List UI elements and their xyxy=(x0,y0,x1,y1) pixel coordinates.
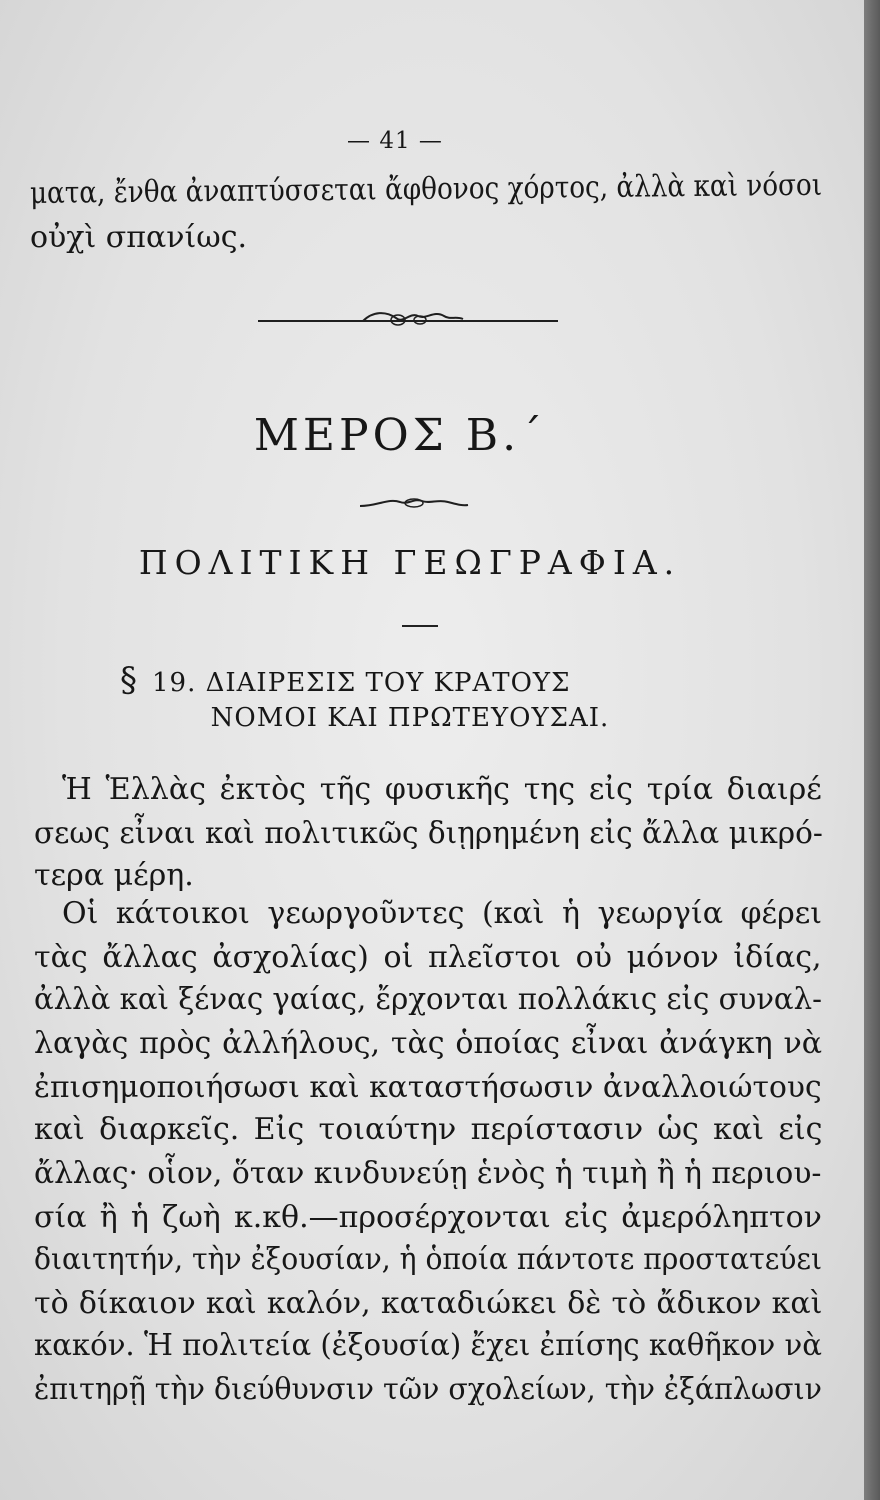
section-heading xyxy=(120,660,570,700)
body-line: ἄλλας· οἷον, ὅταν κινδυνεύῃ ἑνὸς ἡ τιμὴ ἢ ἡ περιου- xyxy=(34,1156,822,1191)
body-line: λαγὰς πρὸς ἀλλήλους, τὰς ὁποίας εἶναι ἀνάγκη νὰ xyxy=(34,1026,822,1061)
intro-line: ματα, ἔνθα ἀναπτύσσεται ἄφθονος χόρτος, ἀλλὰ καὶ νόσοι xyxy=(29,167,823,211)
small-flourish xyxy=(358,494,470,514)
body-line: Οἱ κάτοικοι γεωργοῦντες (καὶ ἡ γεωργία φέρει xyxy=(62,896,823,931)
body-line: διαιτητήν, τὴν ἐξουσίαν, ἡ ὁποία πάντοτε προστατεύει xyxy=(34,1242,823,1277)
body-line: τὸ δίκαιον καὶ καλόν, καταδιώκει δὲ τὸ ἄδικον καὶ xyxy=(34,1286,823,1321)
section-title: ΠΟΛΙΤΙΚΗ ΓΕΩΓΡΑΦΙΑ. xyxy=(138,543,682,582)
body-line: τερα μέρη. xyxy=(34,858,194,893)
section-heading-line1: 19. ΔΙΑΙΡΕΣΙΣ ΤΟΥ ΚΡΑΤΟΥΣ xyxy=(152,668,571,698)
body-line: ἀλλὰ καὶ ξένας γαίας, ἔρχονται πολλάκις εἰς συναλ- xyxy=(34,982,822,1017)
short-rule xyxy=(402,625,438,627)
body-line: ἐπισημοποιήσωσι καὶ καταστήσωσιν ἀναλλοιώτους xyxy=(34,1070,822,1105)
body-line: κακόν. Ἡ πολιτεία (ἐξουσία) ἔχει ἐπίσης καθῆκον νὰ xyxy=(34,1328,822,1363)
body-line: σεως εἶναι καὶ πολιτικῶς διῃρημένη εἰς ἄλλα μικρό- xyxy=(34,816,823,851)
body-line: καὶ διαρκεῖς. Εἰς τοιαύτην περίστασιν ὡς καὶ εἰς xyxy=(34,1112,823,1147)
body-line: ἐπιτηρῇ τὴν διεύθυνσιν τῶν σχολείων, τὴν ἐξάπλωσιν xyxy=(34,1372,822,1407)
divider-ornament xyxy=(258,304,558,334)
page-number: — 41 — xyxy=(347,128,443,154)
part-title: ΜΕΡΟΣ Β.΄ xyxy=(253,410,547,461)
body-line: σία ἢ ἡ ζωὴ κ.κθ.—προσέρχονται εἰς ἀμερόληπτον xyxy=(34,1200,822,1235)
section-heading-line2: ΝΟΜΟΙ ΚΑΙ ΠΡΩΤΕΥΟΥΣΑΙ. xyxy=(210,703,610,733)
section-symbol: § xyxy=(120,660,138,700)
intro-line: οὐχὶ σπανίως. xyxy=(30,220,248,255)
body-line: τὰς ἄλλας ἀσχολίας) οἱ πλεῖστοι οὐ μόνον ἰδίας, xyxy=(34,940,822,975)
page-edge xyxy=(864,0,880,1500)
body-line: Ἡ Ἑλλὰς ἐκτὸς τῆς φυσικῆς της εἰς τρία διαιρέ xyxy=(62,772,822,807)
